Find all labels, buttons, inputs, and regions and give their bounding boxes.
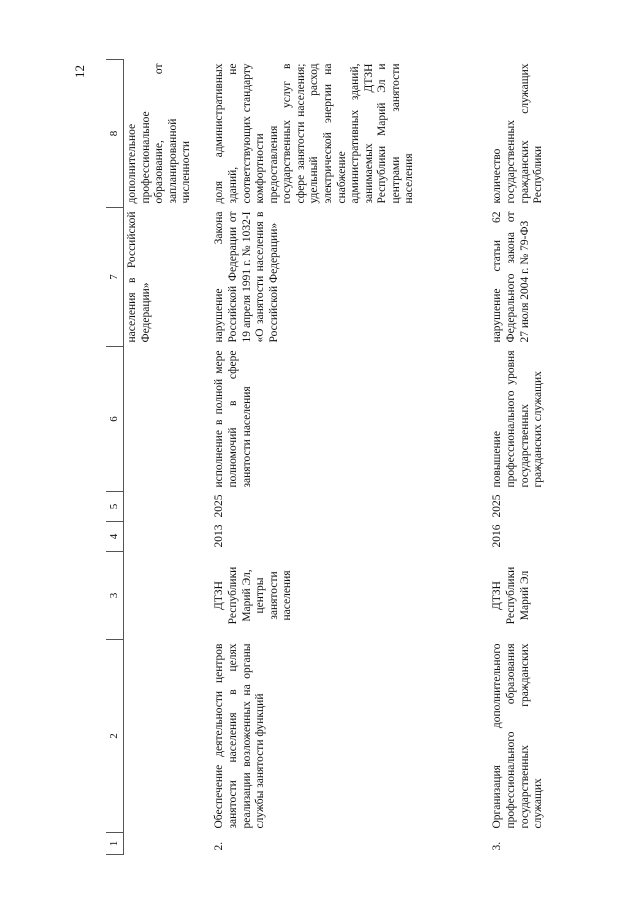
header-col-5: 5 — [106, 492, 123, 522]
expected-result: исполнение в полной мере полномочий в сфере занятости населения — [213, 350, 253, 488]
header-col-1: 1 — [106, 833, 123, 855]
consequence: нарушение Закона Российской Федерации от 19 апреля 1991 г. № 1032-I «О занятости населения в Российской Федерации» — [213, 211, 280, 343]
end-year: 2025 — [491, 494, 504, 518]
rotated-page-content — [106, 60, 545, 855]
header-col-2: 2 — [106, 640, 123, 833]
measure-name: Организация дополнительного профессионального образования государственных гражданских служащих — [491, 643, 545, 829]
indicator: количество государственных гражданских служащих Республики — [491, 63, 545, 204]
table-row — [485, 60, 549, 855]
expected-result: повышение профессионального уровня государственных гражданских служащих — [491, 350, 545, 488]
measure-name: Обеспечение деятельности центров занятости населения в целях реализации возложенных на органы службы занятости функций — [213, 643, 267, 829]
continuation-indicator: дополнительное профессиональное образование, от запланированной численности — [125, 63, 193, 204]
page-number: 12 — [72, 65, 87, 78]
continuation-row — [123, 60, 207, 855]
start-year: 2013 — [213, 524, 226, 548]
program-table — [106, 59, 550, 855]
executor: ДТЗН Республики Марий Эл, центры занятости населения — [213, 566, 294, 625]
end-year: 2025 — [213, 494, 226, 518]
row-number: 2. — [213, 841, 226, 851]
header-col-8: 8 — [106, 60, 123, 208]
start-year: 2016 — [491, 524, 504, 548]
table-row — [207, 60, 485, 855]
header-col-6: 6 — [106, 347, 123, 492]
header-col-3: 3 — [106, 552, 123, 640]
executor: ДТЗН Республики Марий Эл — [491, 566, 531, 625]
header-row — [106, 60, 123, 855]
indicator: доля административных зданий, не соответствующих стандарту комфортности предоставления государственных услуг в сфере занятости населения; удельный расход электрической энергии на снабжение административных зданий, занимаемых ДТЗН Республики Марий Эл и центрами занятости населения — [213, 63, 416, 204]
row-number: 3. — [491, 841, 504, 851]
header-col-4: 4 — [106, 522, 123, 552]
header-col-7: 7 — [106, 208, 123, 347]
consequence: нарушение статьи 62 Федерального закона от 27 июля 2004 г. № 79-ФЗ — [491, 211, 531, 343]
continuation-consequence: населения в Российской Федерации» — [125, 211, 152, 343]
